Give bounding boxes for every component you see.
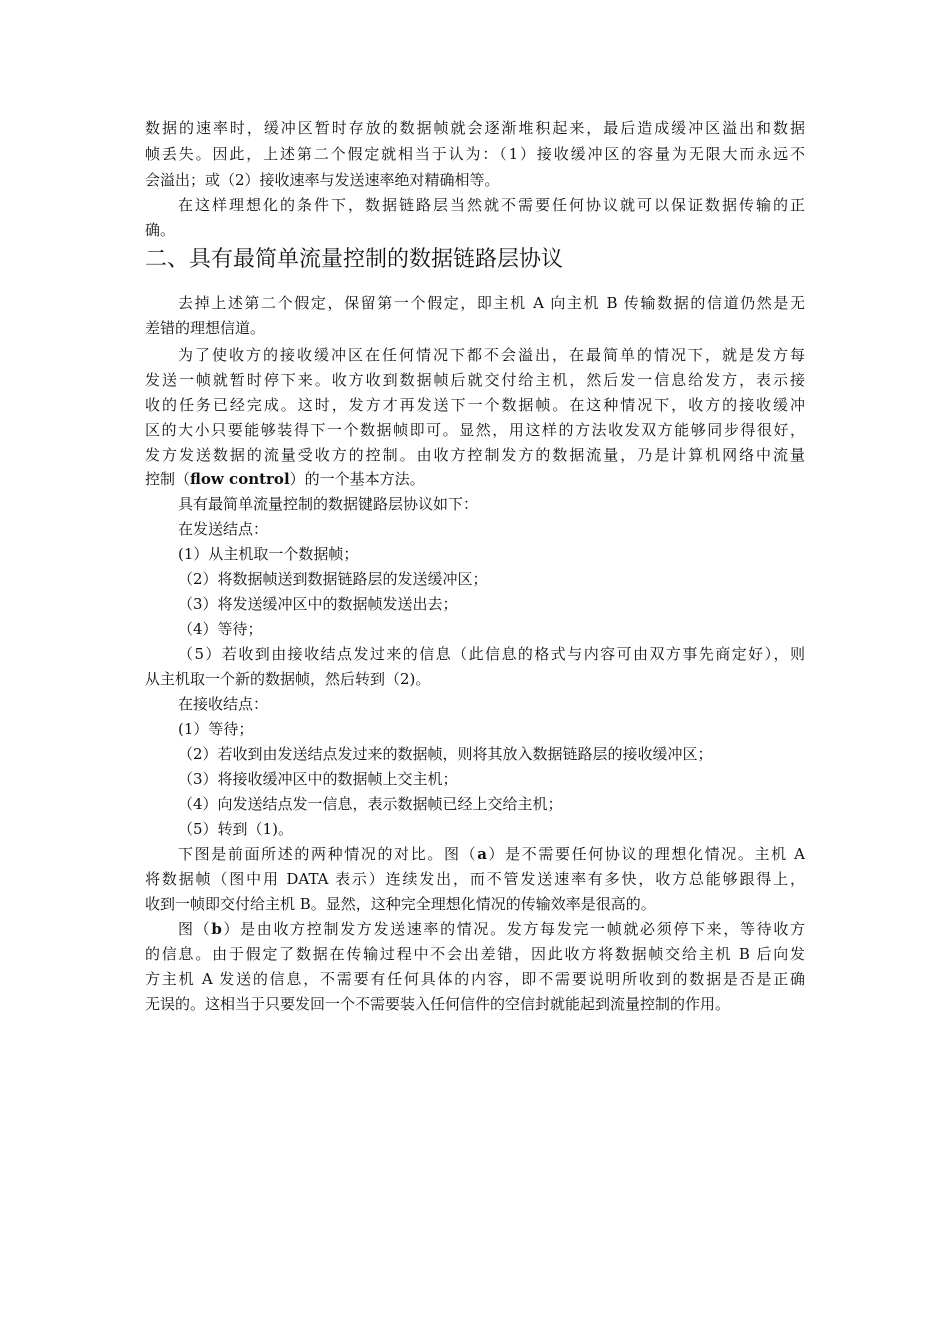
paragraph-line: 确。 (145, 221, 176, 239)
sender-label: 在发送结点： (178, 520, 269, 538)
text-span: ）是由收方控制发方发送速率的情况。发方每发完一帧就必须停下来，等待收方 (221, 920, 805, 938)
receiver-step: （4）向发送结点发一信息，表示数据帧已经上交给主机； (178, 795, 563, 813)
paragraph-line: 无误的。这相当于只要发回一个不需要装入任何信件的空信封就能起到流量控制的作用。 (145, 995, 731, 1013)
text-span: ）是不需要任何协议的理想化情况。主机 A (486, 845, 805, 863)
paragraph-line: 差错的理想信道。 (145, 319, 266, 337)
sender-step: （4）等待； (178, 620, 263, 638)
paragraph-line: 将数据帧（图中用 DATA 表示）连续发出，而不管发送速率有多快，收方总能够跟得上， (145, 870, 805, 888)
paragraph-line: 去掉上述第二个假定，保留第一个假定，即主机 A 向主机 B 传输数据的信道仍然是无 (178, 294, 805, 312)
paragraph-line: 收的任务已经完成。这时，发方才再发送下一个数据帧。在这种情况下，收方的接收缓冲 (145, 396, 805, 414)
bold-term: b (211, 920, 222, 938)
receiver-step: （3）将接收缓冲区中的数据帧上交主机； (178, 770, 458, 788)
sender-step: (1）从主机取一个数据帧； (178, 545, 359, 563)
sender-step: （5）若收到由接收结点发过来的信息（此信息的格式与内容可由双方事先商定好），则 (178, 645, 805, 663)
text-span: 控制（ (145, 470, 191, 488)
paragraph-line: 为了使收方的接收缓冲区在任何情况下都不会溢出，在最简单的情况下，就是发方每 (178, 346, 805, 364)
paragraph-line: 在这样理想化的条件下，数据链路层当然就不需要任何协议就可以保证数据传输的正 (178, 196, 805, 214)
paragraph-line: 方主机 A 发送的信息，不需要有任何具体的内容，即不需要说明所收到的数据是否是正确 (145, 970, 805, 988)
paragraph-line (145, 469, 425, 489)
bold-term: a (477, 845, 487, 863)
paragraph-line: 帧丢失。因此，上述第二个假定就相当于认为：（1）接收缓冲区的容量为无限大而永远不 (145, 145, 805, 163)
paragraph-line (178, 919, 805, 939)
text-span: 图（ (178, 920, 212, 938)
receiver-step: （5）转到（1)。 (178, 820, 293, 838)
protocol-intro: 具有最简单流量控制的数据键路层协议如下： (178, 495, 479, 513)
section-heading: 二、具有最简单流量控制的数据链路层协议 (145, 247, 564, 272)
receiver-step: (1）等待； (178, 720, 254, 738)
receiver-label: 在接收结点： (178, 695, 269, 713)
text-span: ）的一个基本方法。 (289, 470, 425, 488)
sender-step: （2）将数据帧送到数据链路层的发送缓冲区； (178, 570, 488, 588)
paragraph-line: 的信息。由于假定了数据在传输过程中不会出差错，因此收方将数据帧交给主机 B 后向发 (145, 945, 805, 963)
paragraph-line (178, 844, 805, 864)
paragraph-line: 发送一帧就暂时停下来。收方收到数据帧后就交付给主机，然后发一信息给发方，表示接 (145, 371, 805, 389)
sender-step: （3）将发送缓冲区中的数据帧发送出去； (178, 595, 458, 613)
text-span: 下图是前面所述的两种情况的对比。图（ (178, 845, 478, 863)
sender-step-continued: 从主机取一个新的数据帧，然后转到（2)。 (145, 670, 431, 688)
paragraph-line: 会溢出；或（2）接收速率与发送速率绝对精确相等。 (145, 171, 500, 189)
paragraph-line: 数据的速率时，缓冲区暂时存放的数据帧就会逐渐堆积起来，最后造成缓冲区溢出和数据 (145, 119, 805, 137)
paragraph-line: 收到一帧即交付给主机 B。显然，这种完全理想化情况的传输效率是很高的。 (145, 895, 656, 913)
paragraph-line: 发方发送数据的流量受收方的控制。由收方控制发方的数据流量，乃是计算机网络中流量 (145, 446, 805, 464)
paragraph-line: 区的大小只要能够装得下一个数据帧即可。显然，用这样的方法收发双方能够同步得很好， (145, 421, 805, 439)
bold-term: flow control (190, 470, 290, 488)
receiver-step: （2）若收到由发送结点发过来的数据帧，则将其放入数据链路层的接收缓冲区； (178, 745, 713, 763)
